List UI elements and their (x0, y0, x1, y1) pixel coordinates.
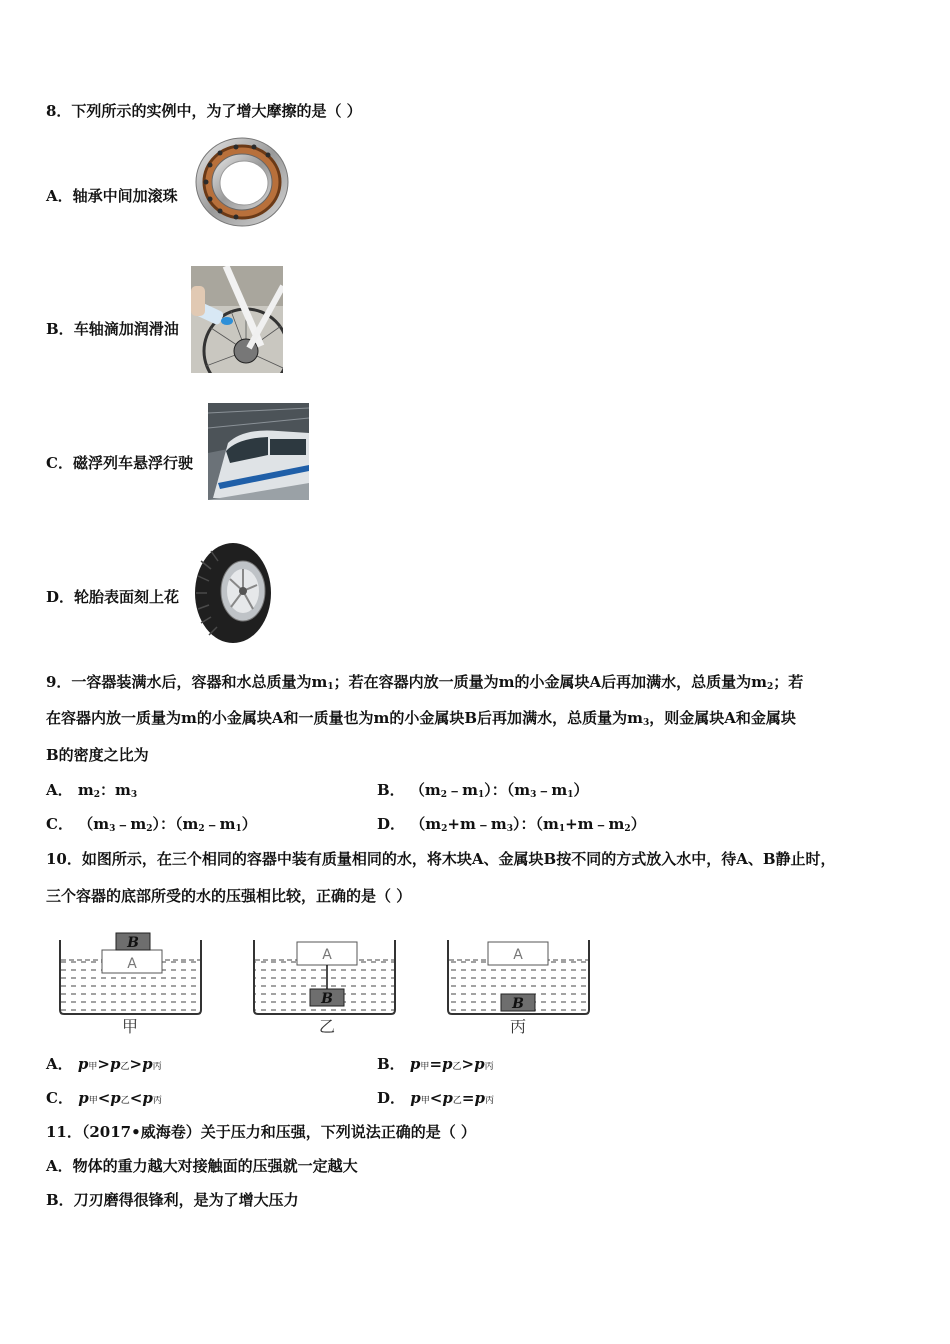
subscript: 丙 (484, 1096, 494, 1106)
maglev-train-photo (208, 403, 309, 500)
option-letter: B． (46, 320, 74, 338)
subscript: 1 (558, 824, 566, 834)
subscript: 甲 (88, 1062, 98, 1072)
q10-stem-line2: 三个容器的底部所受的水的压强相比较，正确的是（ ） (46, 887, 412, 905)
option-text: （m (78, 815, 110, 833)
option-letter: A． (46, 781, 73, 799)
container-jia (60, 933, 201, 1036)
option-text: ） (573, 781, 589, 799)
q9-text: 在容器内放一质量为m的小金属块A和一质量也为m的小金属块B后再加满水，总质量为m (46, 709, 643, 727)
q9-text: ；若在容器内放一质量为m的小金属块A后再加满水，总质量为m (333, 673, 767, 691)
subscript: 乙 (120, 1062, 130, 1072)
subscript: 乙 (452, 1062, 462, 1072)
subscript: 3 (530, 790, 537, 800)
option-text: ：m (100, 781, 131, 799)
subscript: 2 (440, 790, 448, 800)
container-yi (254, 940, 395, 1036)
subscript: 丙 (152, 1096, 162, 1106)
relation: < (429, 1089, 443, 1107)
option-text: +m﹣m (565, 815, 625, 833)
option-letter: C． (46, 815, 73, 833)
q9-text: ；若 (773, 673, 804, 691)
var-p: p (474, 1055, 485, 1073)
var-p: p (410, 1089, 421, 1107)
var-p: p (109, 1055, 121, 1073)
q8-option-c (46, 453, 193, 473)
var-p: p (110, 1089, 121, 1107)
option-text: ） (241, 815, 257, 833)
subscript: 2 (766, 682, 774, 692)
block-b-label: B (512, 996, 524, 1012)
q8-option-a (46, 186, 178, 206)
option-letter: B． (377, 781, 405, 799)
option-letter: C． (46, 1089, 73, 1107)
subscript: 甲 (420, 1096, 430, 1106)
option-text: （m (410, 815, 442, 833)
option-text: ﹣m (536, 781, 568, 799)
var-p: p (78, 1089, 89, 1107)
option-text: ﹣m (204, 815, 236, 833)
var-p: p (474, 1089, 485, 1107)
bicycle-oil-photo (191, 266, 283, 373)
q11-option-b: B．刀刃磨得很锋利，是为了增大压力 (46, 1191, 299, 1209)
subscript: 1 (477, 790, 485, 800)
option-text: ）：（m (484, 781, 531, 799)
subscript: 3 (109, 824, 116, 834)
relation: < (97, 1089, 111, 1107)
q9-text: 9．一容器装满水后，容器和水总质量为m (46, 673, 328, 691)
q9-option-c (46, 814, 257, 839)
q9-option-a (46, 780, 137, 805)
subscript: 2 (441, 824, 448, 834)
block-a-label: A (322, 947, 332, 963)
option-text: （m (409, 781, 441, 799)
var-p: p (142, 1089, 153, 1107)
q9-text: ，则金属块A和金属块 (649, 709, 796, 727)
q8-option-b (46, 319, 179, 339)
subscript: 丙 (152, 1062, 162, 1072)
subscript: 3 (642, 718, 650, 728)
option-text: +m﹣m (447, 815, 507, 833)
relation: > (461, 1055, 475, 1073)
containers-figure (50, 926, 610, 1036)
option-letter: D． (46, 588, 75, 606)
relation: > (129, 1055, 143, 1073)
q8-option-d (46, 587, 179, 607)
subscript: 1 (235, 824, 242, 834)
q8-stem: 8．下列所示的实例中，为了增大摩擦的是（ ） (46, 102, 362, 120)
relation: < (129, 1089, 143, 1107)
block-b-label: B (127, 935, 139, 951)
q10-option-c (46, 1088, 162, 1111)
option-text: 车轴滴加润滑油 (73, 320, 179, 338)
subscript: 甲 (88, 1096, 98, 1106)
q9-stem-line1 (46, 672, 803, 697)
option-letter: A． (46, 1055, 73, 1073)
var-p: p (409, 1055, 421, 1073)
block-b-label: B (321, 991, 333, 1007)
option-letter: D． (377, 1089, 406, 1107)
subscript: 2 (146, 824, 153, 834)
option-text: 轴承中间加滚珠 (72, 187, 178, 205)
option-text: ）：（m (152, 815, 199, 833)
block-a-label: A (127, 956, 137, 972)
option-text: m (77, 781, 94, 799)
q10-option-d (377, 1088, 494, 1111)
var-p: p (442, 1055, 453, 1073)
subscript: 1 (567, 790, 574, 800)
option-text: ﹣m (447, 781, 478, 799)
subscript: 乙 (120, 1096, 130, 1106)
subscript: 3 (130, 790, 138, 800)
option-text: ）：（m (512, 815, 559, 833)
option-text: ﹣m (115, 815, 147, 833)
subscript: 2 (93, 790, 101, 800)
q10-option-a (46, 1054, 162, 1077)
q9-option-b (377, 780, 589, 805)
q10-stem-line1: 10．如图所示，在三个相同的容器中装有质量相同的水，将木块A、金属块B按不同的方式放入水中，待A、B静止时， (46, 850, 836, 868)
option-text: 磁浮列车悬浮行驶 (72, 454, 193, 472)
q11-option-a: A．物体的重力越大对接触面的压强就一定越大 (46, 1157, 358, 1175)
q11-stem: 11．（2017•威海卷）关于压力和压强，下列说法正确的是（ ） (46, 1123, 476, 1141)
subscript: 丙 (484, 1062, 494, 1072)
subscript: 甲 (420, 1062, 430, 1072)
q9-stem-line2 (46, 708, 796, 733)
option-text: ） (630, 815, 646, 833)
var-p: p (77, 1055, 89, 1073)
container-label: 乙 (318, 1017, 336, 1036)
relation: = (429, 1055, 443, 1073)
option-letter: B． (377, 1055, 405, 1073)
relation: > (97, 1055, 110, 1073)
subscript: 1 (327, 682, 334, 692)
q9-option-d (377, 814, 646, 839)
option-text: 轮胎表面刻上花 (74, 588, 180, 606)
q10-option-b (377, 1054, 494, 1077)
relation: = (461, 1089, 475, 1107)
var-p: p (442, 1089, 453, 1107)
q9-stem-line3: B的密度之比为 (46, 746, 149, 764)
tire-photo (193, 541, 275, 645)
container-label: 丙 (509, 1017, 527, 1036)
var-p: p (142, 1055, 153, 1073)
block-a-label: A (513, 947, 523, 963)
container-bing (448, 940, 589, 1036)
subscript: 2 (624, 824, 631, 834)
option-letter: C． (46, 454, 73, 472)
bearing-photo (192, 135, 292, 230)
container-label: 甲 (121, 1017, 139, 1036)
subscript: 3 (506, 824, 513, 834)
subscript: 乙 (452, 1096, 462, 1106)
subscript: 2 (198, 824, 205, 834)
option-letter: D． (377, 815, 406, 833)
option-letter: A． (46, 187, 73, 205)
